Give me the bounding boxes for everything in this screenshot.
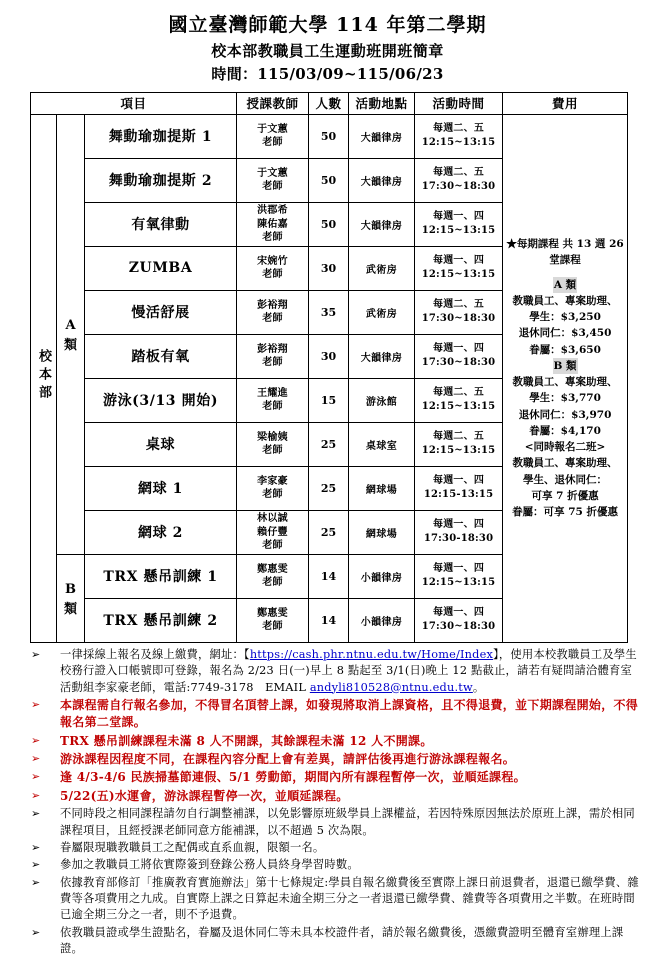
- unit-label: 校本部: [36, 349, 51, 404]
- bullet-arrow-icon: ➢: [31, 858, 41, 872]
- table-body: [31, 114, 628, 642]
- page-header: [0, 0, 655, 86]
- bullet-arrow-icon: ➢: [31, 752, 41, 766]
- note-text: 本課程需自行報名參加，不得冒名頂替上課，如發現將取消上課資格，且不得退費，並下期課程開始，不得報名第二堂課。: [60, 697, 639, 730]
- course-place-cell: 武術房: [349, 290, 415, 334]
- course-capacity-cell: 25: [309, 466, 349, 510]
- fee-duration-note: ★每期課程 共 13 週 26 堂課程: [506, 237, 624, 267]
- note-item: [28, 733, 641, 750]
- note-item: [28, 697, 641, 732]
- course-teacher-cell: 李家豪 老師: [237, 466, 309, 510]
- fee-line: 眷屬：$3,650: [529, 343, 601, 356]
- bullet-arrow-icon: ➢: [31, 807, 41, 821]
- category-a-label: A 類: [63, 318, 77, 354]
- course-teacher-cell: 于文蕙 老師: [237, 158, 309, 202]
- note-text: 眷屬限現職教職員工之配偶或直系血親，限額一名。: [60, 840, 325, 854]
- header-fee: 費用: [503, 92, 628, 114]
- course-teacher-cell: 洪郡希 陳佑嘉 老師: [237, 202, 309, 246]
- note-item: [28, 806, 641, 839]
- page-subtitle: 校本部教職員工生運動班開班簡章: [211, 41, 444, 60]
- fee-category-b-tag: B 類: [505, 358, 625, 374]
- fee-line: 眷屬：可享 75 折優惠: [512, 506, 618, 519]
- course-name-cell: ZUMBA: [85, 246, 237, 290]
- note-item: [28, 875, 641, 924]
- fee-line: 教職員工、專案助理、: [512, 376, 618, 389]
- note-text: 一律採線上報名及線上繳費，網址：【https://cash.phr.ntnu.edu.tw/Home/Index】，使用本校教職員工及學生校務行證入口帳號即可登錄，報名為 2/23 日(一)早上 8 點起至 3/1(日)晚上 12 點截止，請若有疑問請洽體育室活動組李家豪老師，電話:7749-3178 EMAIL andyli810528@ntnu.edu.tw。: [60, 647, 637, 694]
- header-time: 活動時間: [415, 92, 503, 114]
- course-time-cell: 每週二、五 17:30~18:30: [415, 290, 503, 334]
- bullet-arrow-icon: ➢: [31, 925, 41, 939]
- course-capacity-cell: 25: [309, 510, 349, 554]
- course-capacity-cell: 14: [309, 598, 349, 642]
- course-place-cell: 大韻律房: [349, 334, 415, 378]
- notes-list: [0, 643, 655, 958]
- header-place: 活動地點: [349, 92, 415, 114]
- bullet-arrow-icon: ➢: [31, 647, 41, 661]
- course-name-cell: 舞動瑜珈提斯 1: [85, 114, 237, 158]
- course-time-cell: 每週二、五 17:30~18:30: [415, 158, 503, 202]
- course-capacity-cell: 30: [309, 246, 349, 290]
- course-name-cell: 踏板有氧: [85, 334, 237, 378]
- note-text: 依教職員證或學生證點名，眷屬及退休同仁等未具本校證件者，請於報名繳費後，憑繳費證明至體育室辦理上課證。: [60, 925, 624, 956]
- fee-line: 教職員工、專案助理、: [512, 457, 618, 470]
- course-capacity-cell: 50: [309, 158, 349, 202]
- course-name-cell: 游泳(3/13 開始): [85, 378, 237, 422]
- course-place-cell: 網球場: [349, 510, 415, 554]
- course-teacher-cell: 王耀進 老師: [237, 378, 309, 422]
- course-place-cell: 游泳館: [349, 378, 415, 422]
- external-link[interactable]: andyli810528@ntnu.edu.tw: [309, 680, 473, 694]
- category-a-cell: [57, 114, 85, 554]
- course-place-cell: 武術房: [349, 246, 415, 290]
- bullet-arrow-icon: ➢: [31, 770, 41, 784]
- bullet-arrow-icon: ➢: [31, 697, 41, 711]
- unit-cell: [31, 114, 57, 642]
- bullet-arrow-icon: ➢: [31, 788, 41, 802]
- fee-cell: [503, 114, 628, 642]
- note-item: [28, 925, 641, 958]
- course-name-cell: 慢活舒展: [85, 290, 237, 334]
- course-teacher-cell: 林以誠 賴仔豐 老師: [237, 510, 309, 554]
- page-date-range: 時間：115/03/09~115/06/23: [211, 65, 444, 84]
- fee-category-a-tag: A 類: [505, 277, 625, 293]
- note-item: [28, 788, 641, 805]
- table-head: [31, 92, 628, 114]
- page-title: 國立臺灣師範大學 114 年第二學期: [168, 14, 487, 36]
- bullet-arrow-icon: ➢: [31, 733, 41, 747]
- course-schedule-table: [30, 92, 628, 643]
- header-item: 項目: [31, 92, 237, 114]
- course-place-cell: 小韻律房: [349, 554, 415, 598]
- course-place-cell: 網球場: [349, 466, 415, 510]
- course-place-cell: 桌球室: [349, 422, 415, 466]
- course-time-cell: 每週一、四 12:15-13:15: [415, 466, 503, 510]
- course-capacity-cell: 50: [309, 202, 349, 246]
- course-place-cell: 小韻律房: [349, 598, 415, 642]
- course-name-cell: 有氧律動: [85, 202, 237, 246]
- course-time-cell: 每週二、五 12:15~13:15: [415, 422, 503, 466]
- course-capacity-cell: 35: [309, 290, 349, 334]
- course-place-cell: 大韻律房: [349, 202, 415, 246]
- course-time-cell: 每週一、四 17:30-18:30: [415, 510, 503, 554]
- external-link[interactable]: https://cash.phr.ntnu.edu.tw/Home/Index: [249, 647, 494, 661]
- header-teacher: 授課教師: [237, 92, 309, 114]
- note-item: [28, 769, 641, 786]
- note-text: 游泳課程因程度不同，在課程內容分配上會有差異，請評估後再進行游泳課程報名。: [60, 752, 516, 767]
- course-name-cell: 網球 1: [85, 466, 237, 510]
- note-text: 不同時段之相同課程請勿自行調整補課，以免影響原班級學員上課權益，若因特殊原因無法於原班上課，需於相同課程項目，且經授課老師同意方能補課，以不超過 5 次為限。: [60, 807, 635, 837]
- fee-line: 眷屬：$4,170: [529, 424, 601, 437]
- course-teacher-cell: 梁榆姨 老師: [237, 422, 309, 466]
- course-capacity-cell: 25: [309, 422, 349, 466]
- schedule-table-wrapper: [0, 86, 655, 643]
- bullet-arrow-icon: ➢: [31, 840, 41, 854]
- course-teacher-cell: 鄭惠雯 老師: [237, 554, 309, 598]
- note-item: [28, 857, 641, 873]
- course-place-cell: 大韻律房: [349, 158, 415, 202]
- course-name-cell: 網球 2: [85, 510, 237, 554]
- note-text: TRX 懸吊訓練課程未滿 8 人不開課，其餘課程未滿 12 人不開課。: [60, 733, 433, 748]
- fee-line: <同時報名二班>: [524, 441, 606, 454]
- note-item: [28, 840, 641, 856]
- course-capacity-cell: 30: [309, 334, 349, 378]
- bullet-arrow-icon: ➢: [31, 875, 41, 889]
- note-text: 依據教育部修訂「推廣教育實施辦法」第十七條規定:學員自報名繳費後至實際上課日前退費者，退還已繳學費、雜費等各項費用之九成。自實際上課之日算起未逾全期三分之一者退還已繳學費、雜費等各項費用之半數。在班時間已逾全期三分之一者，則不予退費。: [60, 875, 639, 922]
- course-name-cell: TRX 懸吊訓練 1: [85, 554, 237, 598]
- note-item: [28, 647, 641, 696]
- fee-line: 退休同仁：$3,970: [518, 408, 612, 421]
- note-text: 5/22(五)水運會，游泳課程暫停一次，並順延課程。: [60, 788, 349, 803]
- note-text: 參加之教職員工將依實際簽到登錄公務人員終身學習時數。: [60, 858, 359, 872]
- course-time-cell: 每週一、四 12:15~13:15: [415, 246, 503, 290]
- course-time-cell: 每週二、五 12:15~13:15: [415, 378, 503, 422]
- course-time-cell: 每週一、四 12:15~13:15: [415, 202, 503, 246]
- course-capacity-cell: 15: [309, 378, 349, 422]
- fee-line: 教職員工、專案助理、: [512, 294, 618, 307]
- fee-line: 學生、退休同仁：: [523, 473, 608, 486]
- course-teacher-cell: 于文蕙 老師: [237, 114, 309, 158]
- fee-line: 退休同仁：$3,450: [518, 327, 612, 340]
- course-capacity-cell: 50: [309, 114, 349, 158]
- fee-line: 可享 7 折優惠: [531, 489, 599, 502]
- fee-line: 學生：$3,770: [529, 392, 601, 405]
- course-time-cell: 每週一、四 12:15~13:15: [415, 554, 503, 598]
- course-place-cell: 大韻律房: [349, 114, 415, 158]
- note-text: 逢 4/3-4/6 民族掃墓節連假、5/1 勞動節，期間內所有課程暫停一次，並順延課程。: [60, 770, 526, 785]
- course-teacher-cell: 彭裕翔 老師: [237, 334, 309, 378]
- course-time-cell: 每週一、四 17:30~18:30: [415, 334, 503, 378]
- category-b-label: B 類: [63, 582, 77, 618]
- course-capacity-cell: 14: [309, 554, 349, 598]
- table-row: [31, 114, 628, 158]
- course-time-cell: 每週一、四 17:30~18:30: [415, 598, 503, 642]
- course-time-cell: 每週二、五 12:15~13:15: [415, 114, 503, 158]
- course-name-cell: 舞動瑜珈提斯 2: [85, 158, 237, 202]
- category-b-cell: [57, 554, 85, 642]
- note-item: [28, 751, 641, 768]
- course-teacher-cell: 鄭惠雯 老師: [237, 598, 309, 642]
- course-name-cell: TRX 懸吊訓練 2: [85, 598, 237, 642]
- course-name-cell: 桌球: [85, 422, 237, 466]
- course-teacher-cell: 彭裕翔 老師: [237, 290, 309, 334]
- table-header-row: [31, 92, 628, 114]
- fee-line: 學生：$3,250: [529, 311, 601, 324]
- course-teacher-cell: 宋婉竹 老師: [237, 246, 309, 290]
- header-capacity: 人數: [309, 92, 349, 114]
